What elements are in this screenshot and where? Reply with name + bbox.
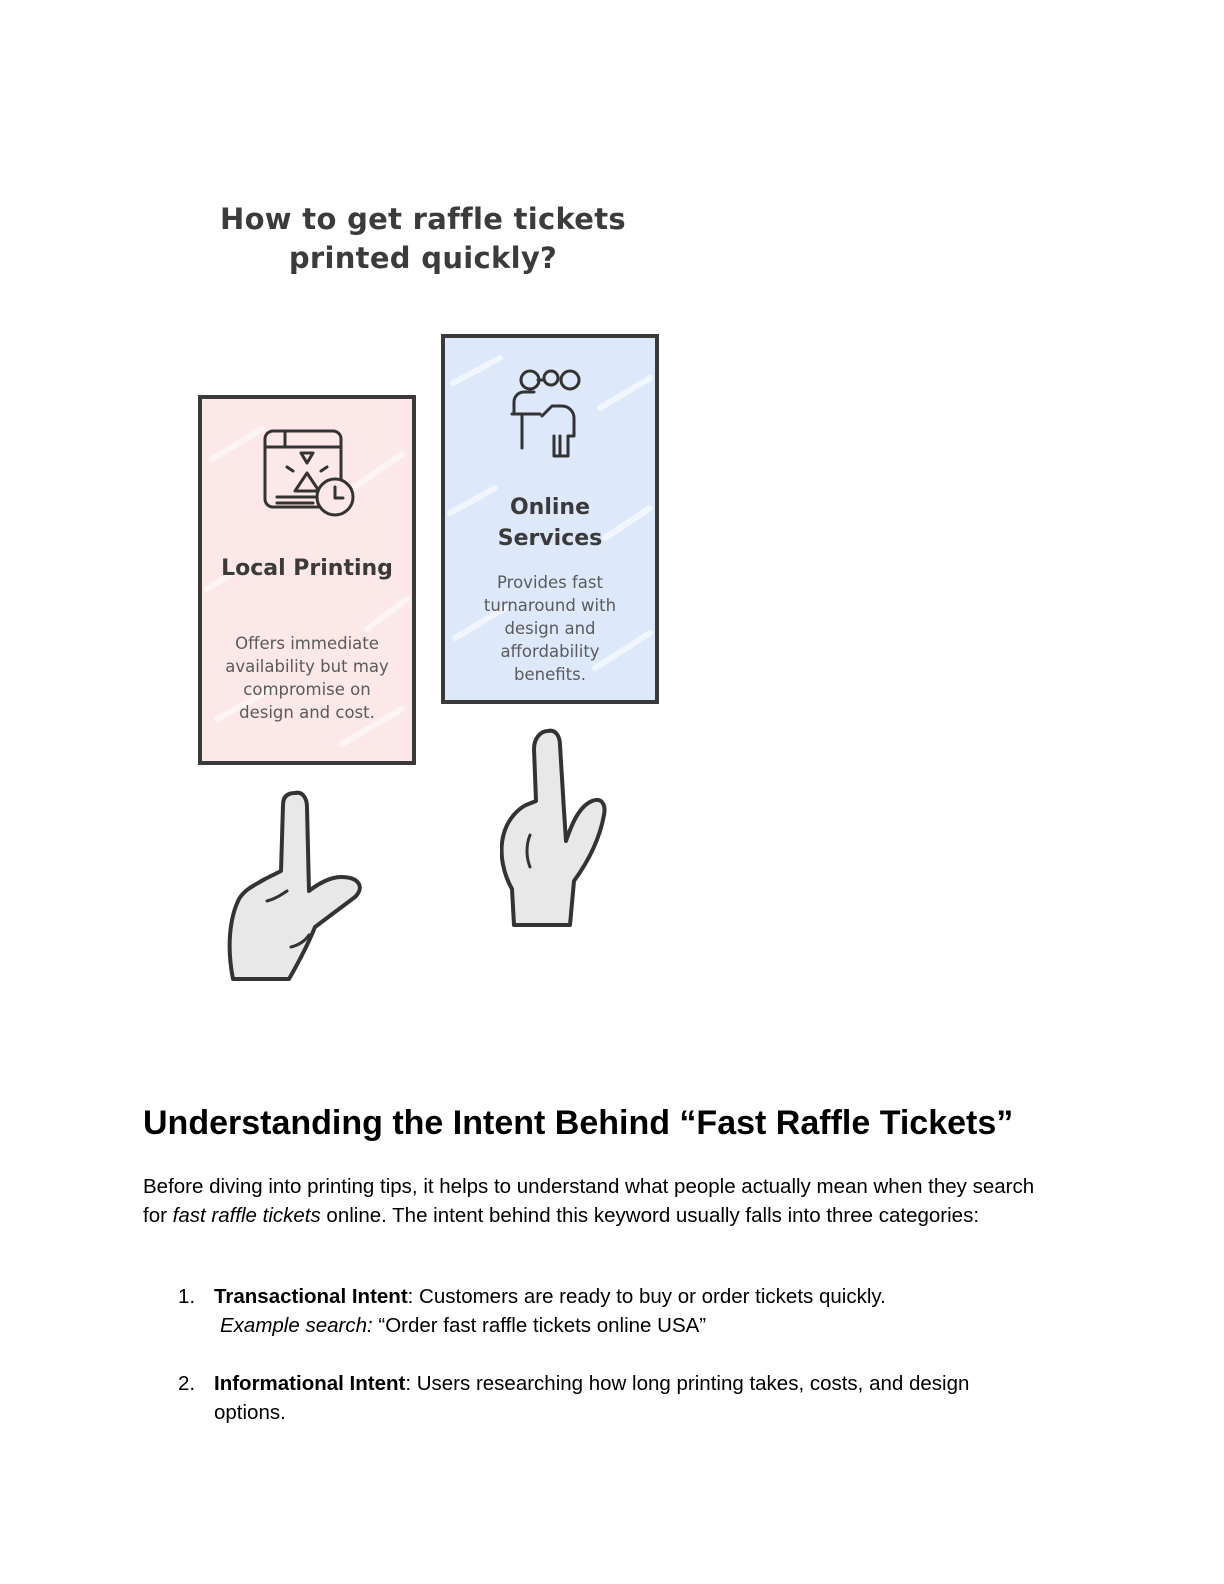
list-number: 1. bbox=[178, 1285, 196, 1308]
example-search bbox=[214, 1311, 1043, 1340]
example-label: Example search: bbox=[220, 1314, 373, 1337]
pointing-hand-right-icon bbox=[500, 725, 620, 935]
printer-clock-icon bbox=[257, 425, 357, 521]
list-item-label: Transactional Intent bbox=[214, 1285, 408, 1308]
intro-paragraph bbox=[143, 1172, 1043, 1230]
infographic-title: How to get raffle tickets printed quickly? bbox=[220, 202, 626, 275]
intro-emphasis: fast raffle tickets bbox=[172, 1204, 321, 1227]
pointing-hand-left-icon bbox=[225, 785, 375, 995]
card-local-description: Offers immediate availability but may compromise on design and cost. bbox=[225, 634, 389, 722]
card-online-description: Provides fast turnaround with design and affordability benefits. bbox=[483, 573, 617, 684]
list-item-text: : Customers are ready to buy or order tickets quickly. bbox=[407, 1285, 886, 1308]
example-text: “Order fast raffle tickets online USA” bbox=[372, 1314, 707, 1337]
list-number: 2. bbox=[178, 1372, 196, 1395]
intro-text-before: Before diving into printing tips, it helps to understand what people actually mean when they search for bbox=[143, 1175, 1035, 1227]
list-item-label: Informational Intent bbox=[214, 1372, 406, 1395]
intro-text-after: online. The intent behind this keyword usually falls into three categories: bbox=[320, 1204, 980, 1227]
card-online-title: Online Services bbox=[497, 495, 603, 551]
card-local-title: Local Printing bbox=[221, 556, 393, 581]
list-item bbox=[143, 1369, 1043, 1427]
section-heading: Understanding the Intent Behind “Fast Raffle Tickets” bbox=[143, 1104, 1014, 1142]
list-item bbox=[143, 1282, 1043, 1340]
list-item-text: : Users researching how long printing takes, costs, and design options. bbox=[214, 1372, 970, 1424]
card-local-printing bbox=[198, 395, 416, 765]
intent-list bbox=[143, 1282, 1043, 1427]
presenter-audience-icon bbox=[500, 364, 600, 460]
card-online-services bbox=[441, 334, 659, 704]
